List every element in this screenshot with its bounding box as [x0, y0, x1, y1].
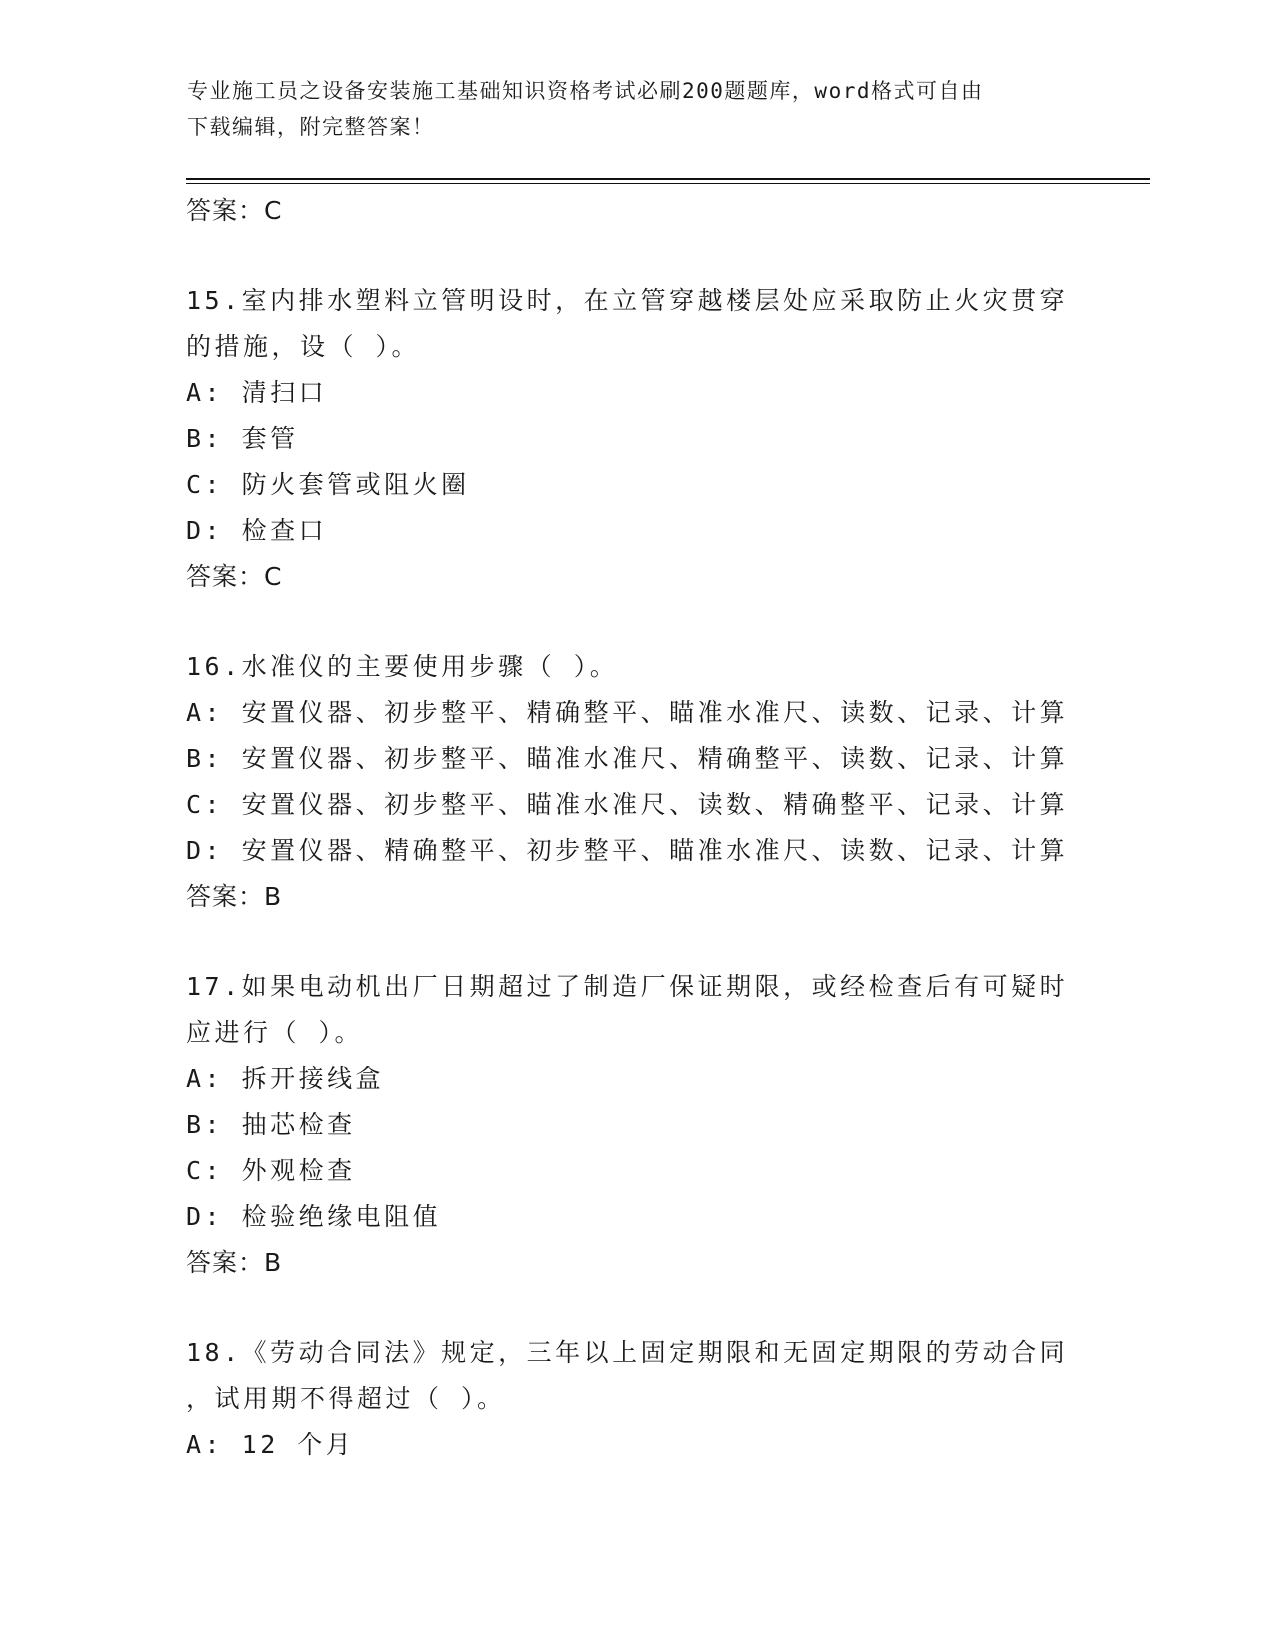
option-a: A: 清扫口 — [186, 378, 328, 407]
question-list — [186, 188, 1086, 1468]
option-c: C: 外观检查 — [186, 1156, 356, 1185]
question-18 — [186, 1330, 1086, 1468]
question-stem: 应进行（ ）。 — [186, 1018, 364, 1047]
option-d: D: 检查口 — [186, 516, 328, 545]
question-stem: 17.如果电动机出厂日期超过了制造厂保证期限，或经检查后有可疑时 — [186, 972, 1069, 1001]
question-17 — [186, 964, 1086, 1286]
question-stem: 的措施，设（ ）。 — [186, 332, 421, 361]
option-b: B: 抽芯检查 — [186, 1110, 356, 1139]
option-d: D: 检验绝缘电阻值 — [186, 1202, 442, 1231]
page-header — [187, 73, 1067, 145]
previous-answer: 答案：C — [186, 196, 283, 225]
header-divider-thin — [186, 183, 1150, 184]
question-stem: 16.水准仪的主要使用步骤（ ）。 — [186, 652, 619, 681]
header-line-2: 下载编辑，附完整答案！ — [187, 115, 435, 139]
option-b: B: 安置仪器、初步整平、瞄准水准尺、精确整平、读数、记录、计算 — [186, 744, 1069, 773]
option-a: A: 12 个月 — [186, 1430, 355, 1459]
option-c: C: 防火套管或阻火圈 — [186, 470, 470, 499]
option-a: A: 安置仪器、初步整平、精确整平、瞄准水准尺、读数、记录、计算 — [186, 698, 1069, 727]
option-c: C: 安置仪器、初步整平、瞄准水准尺、读数、精确整平、记录、计算 — [186, 790, 1069, 819]
option-a: A: 拆开接线盒 — [186, 1064, 385, 1093]
question-stem: 15.室内排水塑料立管明设时，在立管穿越楼层处应采取防止火灾贯穿 — [186, 286, 1069, 315]
question-stem: ，试用期不得超过（ ）。 — [186, 1384, 506, 1413]
answer-label: 答案：B — [186, 1248, 283, 1277]
header-divider — [186, 178, 1150, 180]
option-d: D: 安置仪器、精确整平、初步整平、瞄准水准尺、读数、记录、计算 — [186, 836, 1069, 865]
question-stem: 18.《劳动合同法》规定，三年以上固定期限和无固定期限的劳动合同 — [186, 1338, 1069, 1367]
answer-label: 答案：B — [186, 882, 283, 911]
header-line-1: 专业施工员之设备安装施工基础知识资格考试必刷200题题库，word格式可自由 — [187, 79, 984, 103]
option-b: B: 套管 — [186, 424, 299, 453]
answer-label: 答案：C — [186, 562, 283, 591]
question-16 — [186, 644, 1086, 920]
question-15 — [186, 278, 1086, 600]
